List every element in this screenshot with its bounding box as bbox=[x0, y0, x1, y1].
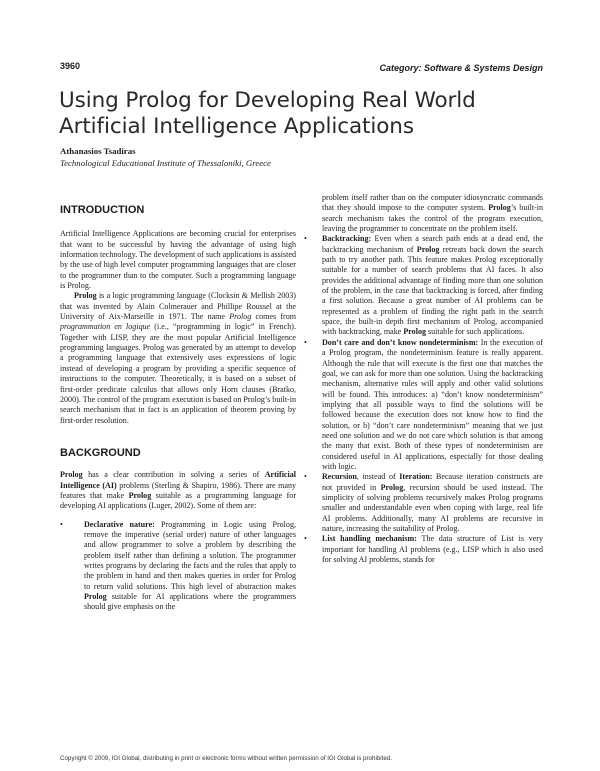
page-number: 3960 bbox=[60, 61, 81, 71]
bullet-backtracking: • Backtracking: Even when a search path ends at a dead end, the backtracking mechanism of Prolog retreats back down the search path to try another path. This feature makes Prolog exceptionally suitable for a number of search problems that AI faces. It also provides the additional advantage of finding more than one solution of the problem, in the case that backtracking is forced, after finding a first solution. Because a great number of AI problems can be represented as a problem of finding the right path in the search space, the built-in depth first mechanism of Prolog, accompanied with backtracking, make Prolog suitable for such applications. bbox=[315, 234, 543, 337]
bullet-declarative-continued: problem itself rather than on the computer idiosyncratic commands that they should impose to the computer system. Prolog’s built-in search mechanism takes the control of the program execution, leaving the programmer to concentrate on the problem itself. bbox=[322, 193, 543, 234]
copyright-footer: Copyright © 2009, IGI Global, distributing in print or electronic forms without written permission of IGI Global is prohibited. bbox=[60, 755, 392, 762]
bullet-list-handling: • List handling mechanism: The data structure of List is very important for handling AI problems (e.g., LISP which is also used for solving AI problems, stands for bbox=[315, 534, 543, 565]
bullet-recursion: • Recursion, instead of Iteration: Because iteration constructs are not provided in Prolog, recursion should be used instead. The simplicity of solving problems recursively makes Prolog programs smaller and understandable even when coping with large, real life AI problems. Additionally, many AI problems are recursive in nature, increasing the suitability of Prolog. bbox=[315, 472, 543, 534]
article-title: Using Prolog for Developing Real World Artificial Intelligence Applications bbox=[59, 88, 476, 139]
author-name: Athanasios Tsadiras bbox=[60, 146, 136, 156]
introduction-heading: INTRODUCTION bbox=[60, 204, 145, 216]
background-heading: BACKGROUND bbox=[60, 446, 141, 459]
bullet-declarative-nature: • Declarative nature: Programming in Logic using Prolog, remove the imperative (serial order) nature of other languages and allow programmer to solve a problem by describing the problem itself rather than defining a solution. The programmer writes programs by declaring the facts and the rules that apply to the problem in hand and then makes queries in order for Prolog to return valid solutions. This high level of abstraction makes Prolog suitable for AI applications where the programmers should give emphasis on the bbox=[60, 520, 296, 613]
left-column bbox=[60, 205, 296, 613]
author-affiliation: Technological Educational Institute of Thessaloniki, Greece bbox=[60, 158, 271, 168]
intro-paragraph-2: Prolog is a logic programming language (Clocksin & Mellish 2003) that was invented by Alain Colmerauer and Phillipe Roussel at the University of Aix-Marseille in 1971. The name Prolog comes from programmation en logique (i.e., “programming in logic” in French). Together with LISP, they are the most popular Artificial Intelligence programming languages. Prolog was generated by an attempt to develop a programming language that extensively uses expressions of logic instead of developing a program by providing a specific sequence of instructions to the computer. Theoretically, it is based on a subset of first-order predicate calculus that allows only Horn clauses (Bratko, 2000). The control of the program execution is based on Prolog’s built-in search mechanism that in fact is an application of theorem proving by first-order resolution. bbox=[60, 291, 296, 425]
background-paragraph: Prolog has a clear contribution in solving a series of Artificial Intelligence (AI) problems (Sterling & Shapiro, 1986). There are many features that make Prolog suitable as a programming language for developing AI applications (Luger, 2002). Some of them are: bbox=[60, 470, 297, 511]
right-column bbox=[315, 193, 543, 565]
intro-paragraph-1: Artificial Intelligence Applications are becoming crucial for enterprises that want to be successful by having the advantage of using high information technology. The development of such applications is assisted by the use of high level computer programming languages that are closer to the programmer than to the computer. Such a programming language is Prolog. bbox=[60, 229, 296, 291]
category-label: Category: Software & Systems Design bbox=[379, 63, 543, 73]
bullet-nondeterminism: • Don’t care and don’t know nondeterminism: In the execution of a Prolog program, the nondeterminism feature is really apparent. Although the rule that will execute is the first one that matches the goal, we can ask for more than one solution. Using the backtracking mechanism, alternative rules will apply and other valid solutions will be found. This introduces: a) “don’t know nondeterminism” implying that all possible ways to find the solutions will be followed because the execution does not know how to find the solution, or b) “don’t care nondeterminism” meaning that we just need one solution and we do not care which solution is that among the many that exist. Both of these types of nondeterminism are considered useful in AI applications, especially for those dealing with logic. bbox=[315, 338, 543, 472]
